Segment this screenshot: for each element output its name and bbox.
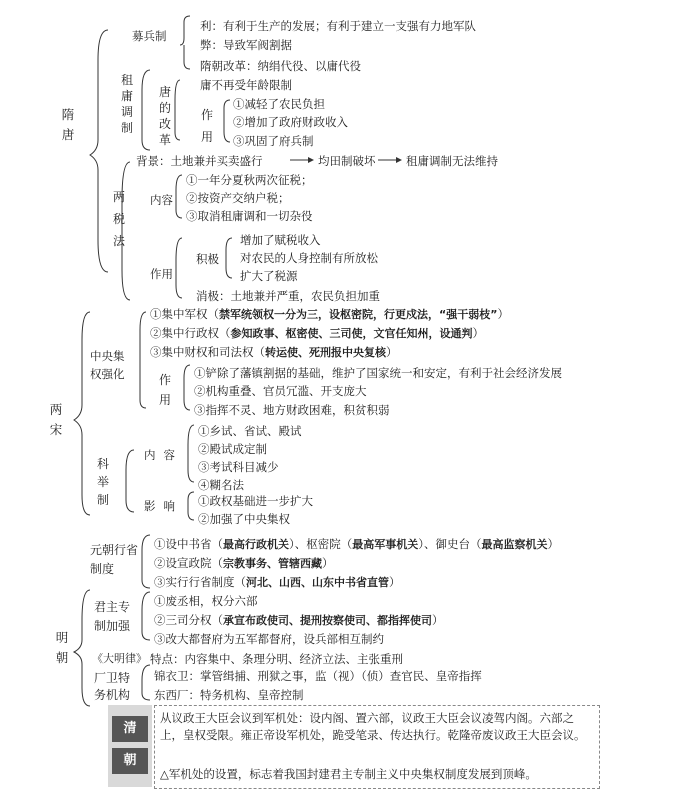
centralization-item-3: ③集中财权和司法权（转运使、死刑报中央复核）: [150, 345, 398, 359]
yuan-item-1: ①设中书省（最高行政机关）、枢密院（最高军事机关）、御史台（最高监察机关）: [154, 537, 559, 551]
centralization-item-2: ②集中行政权（参知政事、枢密使、三司使，文官任知州，设通判）: [150, 326, 484, 340]
liangshui-background-3: 租庸调制无法维持: [406, 154, 498, 168]
centralization-label: 中央集权强化: [90, 349, 125, 381]
liangshui-positive-1: 增加了赋税收入: [240, 233, 321, 247]
liangshui-content-2: ②按资产交纳户税；: [186, 191, 290, 205]
liangshui-label: 两税法: [112, 190, 125, 248]
liangshui-background-2: 均田制破坏: [318, 154, 376, 168]
liangshui-negative: 消极：土地兼并严重，农民负担加重: [196, 289, 380, 303]
qing-text: 从议政王大臣会议到军机处：设内阁、置六部，议政王大臣会议凌驾内阁。六部之上，皇权受限。雍正帝设军机处，跪受笔录、传达执行。乾隆帝废议政王大臣会议。: [160, 711, 586, 742]
keju-content-label: 内容: [144, 448, 183, 462]
zuyongdiao-effect-label: 作用: [200, 108, 213, 144]
keju-content-1: ①乡试、省试、殿试: [198, 424, 302, 438]
age-limit: 庸不再受年龄限制: [200, 78, 292, 92]
autocracy-label: 君主专制加强: [94, 600, 131, 633]
keju-label: 科举制: [96, 457, 109, 507]
qing-label-1: 清: [112, 716, 148, 742]
mubing-li: 利：有利于生产的发展；有利于建立一支强有力地军队: [200, 19, 476, 33]
changwei-item-1: 锦衣卫：掌管缉捕、刑狱之事，监（视）（侦）查官民、皇帝指挥: [154, 669, 482, 683]
zuyongdiao-label: 租庸调制: [120, 73, 133, 135]
liangshui-positive-3: 扩大了税源: [240, 269, 298, 283]
autocracy-item-1: ①废丞相，权分六部: [154, 594, 258, 608]
changwei-item-2: 东西厂：特务机构、皇帝控制: [154, 688, 304, 702]
autocracy-item-2: ②三司分权（承宣布政使司、提刑按察使司、都指挥使司）: [154, 613, 444, 627]
liangshui-content-1: ①一年分夏秋两次征税；: [186, 173, 313, 187]
tang-reform-label: 唐的改革: [158, 85, 171, 147]
zuyongdiao-effect-3: ③巩固了府兵制: [233, 134, 314, 148]
era-song: 两宋: [49, 402, 63, 437]
centralization-effect-1: ①铲除了藩镇割据的基础，维护了国家统一和安定，有利于社会经济发展: [194, 366, 562, 380]
keju-influence-label: 影响: [144, 499, 183, 513]
liangshui-positive-2: 对农民的人身控制有所放松: [240, 251, 378, 265]
keju-influence-1: ①政权基础进一步扩大: [198, 494, 313, 508]
autocracy-item-3: ③改大都督府为五军都督府，设兵部相互制约: [154, 632, 384, 646]
sui-reform: 隋朝改革：纳绢代役、以庸代役: [200, 59, 361, 73]
keju-content-2: ②殿试成定制: [198, 442, 267, 456]
era-sui-tang: 隋唐: [61, 107, 75, 142]
liangshui-content-3: ③取消租庸调和一切杂役: [186, 209, 313, 223]
yuan-item-3: ③实行行省制度（河北、山西、山东中书省直管）: [154, 575, 401, 589]
centralization-effect-label: 作用: [158, 373, 171, 407]
mubing-bi: 弊：导致军阀割据: [200, 38, 292, 52]
liangshui-effect-label: 作用: [150, 267, 173, 281]
liangshui-positive-label: 积极: [196, 252, 219, 266]
centralization-effect-3: ③指挥不灵、地方财政困难，积贫积弱: [194, 403, 390, 417]
keju-content-3: ③考试科目减少: [198, 460, 279, 474]
qing-label-2: 朝: [112, 748, 148, 774]
era-ming: 明朝: [55, 630, 69, 665]
mubing-label: 募兵制: [132, 29, 167, 43]
centralization-item-1: ①集中军权（禁军统领权一分为三，设枢密院，行更戍法，“强干弱枝”）: [150, 307, 509, 321]
keju-influence-2: ②加强了中央集权: [198, 512, 290, 526]
centralization-effect-2: ②机构重叠、官员冗滥、开支庞大: [194, 384, 367, 398]
zuyongdiao-effect-1: ①减轻了农民负担: [233, 97, 325, 111]
liangshui-content-label: 内容: [150, 193, 173, 207]
daminglv-text: 特点：内容集中、条理分明、经济立法、主张重刑: [150, 652, 403, 666]
daminglv-label: 《大明律》: [92, 652, 147, 665]
liangshui-background: 背景：土地兼并买卖盛行: [136, 154, 263, 168]
qing-conclusion: △军机处的设置，标志着我国封建君主专制主义中央集权制度发展到顶峰。: [160, 767, 537, 781]
yuan-item-2: ②设宣政院（宗教事务、管辖西藏）: [154, 556, 334, 570]
zuyongdiao-effect-2: ②增加了政府财政收入: [233, 115, 348, 129]
changwei-label: 厂卫特务机构: [94, 671, 131, 702]
yuan-label: 元朝行省制度: [90, 543, 139, 576]
keju-content-4: ④糊名法: [198, 478, 244, 492]
